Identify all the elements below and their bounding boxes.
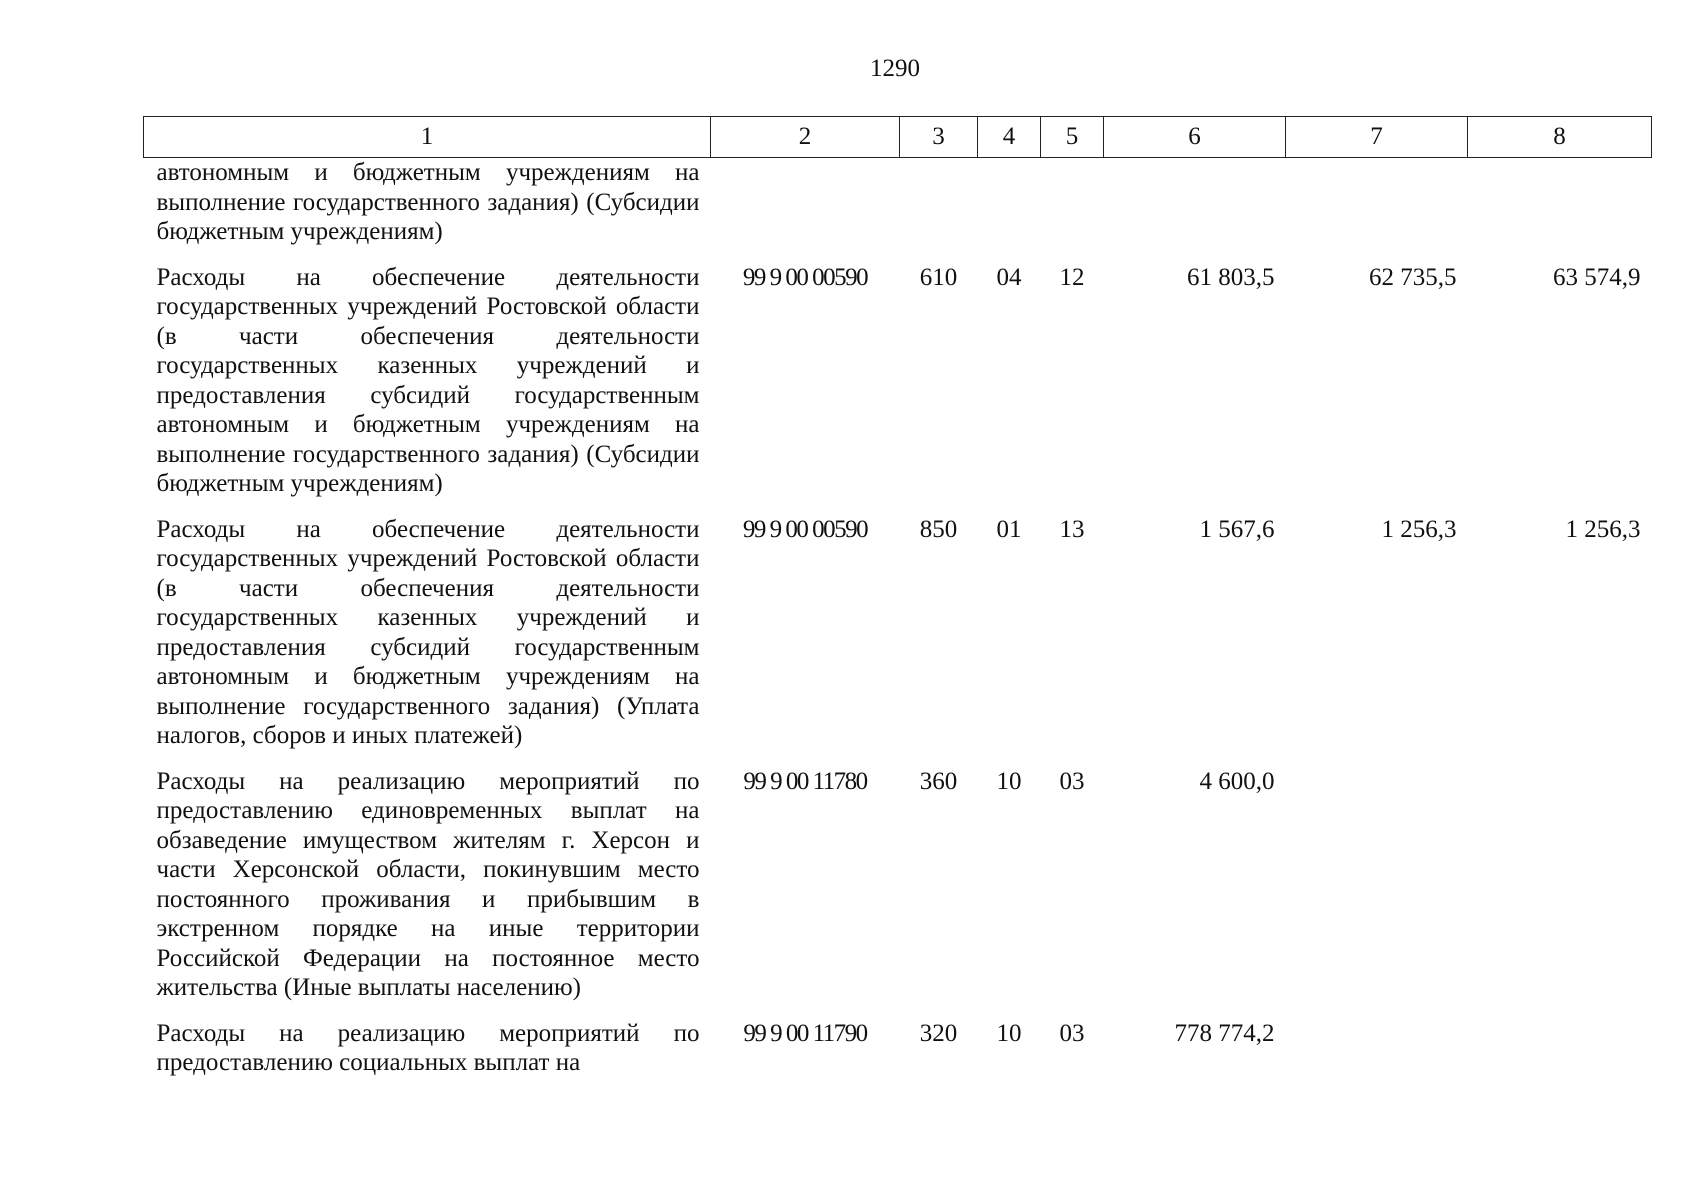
row-amount-6: 4 600,0 (1199, 767, 1275, 795)
row-amount-7 (1286, 767, 1468, 1019)
column-header-7: 7 (1286, 117, 1468, 158)
page-number: 1290 (870, 55, 920, 82)
row-expense-type: 850 (919, 515, 958, 543)
row-amount-8: 1 256,3 (1565, 515, 1641, 543)
row-description: Расходы на обеспечение деятельности государственных учреждений Ростовской области (в части обеспечения деятельности государственных казенных учреждений и предоставления субсидий государственным автономным и бюджетным учреждениям на выполнение государственного задания) (Субсидии бюджетным учреждениям) (156, 263, 700, 497)
row-program-code: 99 9 00 11790 (743, 1019, 867, 1047)
table-row (144, 158, 1652, 263)
row-amount-7 (1286, 1019, 1468, 1078)
row-program-code: 99 9 00 00590 (742, 515, 868, 543)
row-description: Расходы на реализацию мероприятий по предоставлению единовременных выплат на обзаведение имуществом жителям г. Херсон и части Херсонской области, покинувшим место постоянного проживания и прибывшим в экстренном порядке на иные территории Российской Федерации на постоянное место жительства (Иные выплаты населению) (156, 767, 700, 1001)
row-amount-7: 1 256,3 (1381, 515, 1457, 543)
row-section: 10 (996, 1019, 1022, 1047)
row-program-code: 99 9 00 00590 (742, 263, 868, 291)
row-description: Расходы на обеспечение деятельности государственных учреждений Ростовской области (в части обеспечения деятельности государственных казенных учреждений и предоставления субсидий государственным автономным и бюджетным учреждениям на выполнение государственного задания) (Уплата налогов, сборов и иных платежей) (156, 515, 700, 749)
table-header-row (144, 117, 1652, 158)
row-amount-6: 61 803,5 (1187, 263, 1275, 291)
row-section: 10 (996, 767, 1022, 795)
table-row (144, 1019, 1652, 1078)
row-subsection: 03 (1059, 767, 1085, 795)
row-amount-8 (1468, 1019, 1652, 1078)
table-row (144, 263, 1652, 515)
row-program-code: 99 9 00 11780 (743, 767, 867, 795)
row-amount-8: 63 574,9 (1553, 263, 1641, 291)
column-header-8: 8 (1468, 117, 1652, 158)
row-amount-7 (1286, 158, 1468, 263)
row-section: 01 (996, 515, 1022, 543)
row-section (978, 158, 1041, 263)
column-header-6: 6 (1104, 117, 1286, 158)
row-amount-6: 778 774,2 (1174, 1019, 1275, 1047)
row-program-code (711, 158, 900, 263)
column-header-3: 3 (900, 117, 978, 158)
row-description: Расходы на реализацию мероприятий по предоставлению социальных выплат на (156, 1019, 700, 1076)
row-amount-7: 62 735,5 (1369, 263, 1457, 291)
row-expense-type: 360 (919, 767, 958, 795)
row-subsection: 03 (1059, 1019, 1085, 1047)
column-header-1: 1 (144, 117, 711, 158)
row-amount-8 (1468, 767, 1652, 1019)
row-subsection: 13 (1059, 515, 1085, 543)
row-subsection: 12 (1059, 263, 1085, 291)
row-expense-type: 610 (919, 263, 958, 291)
row-amount-6: 1 567,6 (1199, 515, 1275, 543)
table-row (144, 767, 1652, 1019)
table-row (144, 515, 1652, 767)
row-expense-type: 320 (919, 1019, 958, 1047)
row-subsection (1041, 158, 1104, 263)
column-header-4: 4 (978, 117, 1041, 158)
row-section: 04 (996, 263, 1022, 291)
row-description: автономным и бюджетным учреждениям на выполнение государственного задания) (Субсидии бюджетным учреждениям) (156, 159, 700, 245)
row-expense-type (900, 158, 978, 263)
row-amount-6 (1104, 158, 1286, 263)
column-header-2: 2 (711, 117, 900, 158)
column-header-5: 5 (1041, 117, 1104, 158)
budget-table (143, 116, 1652, 1078)
row-amount-8 (1468, 158, 1652, 263)
